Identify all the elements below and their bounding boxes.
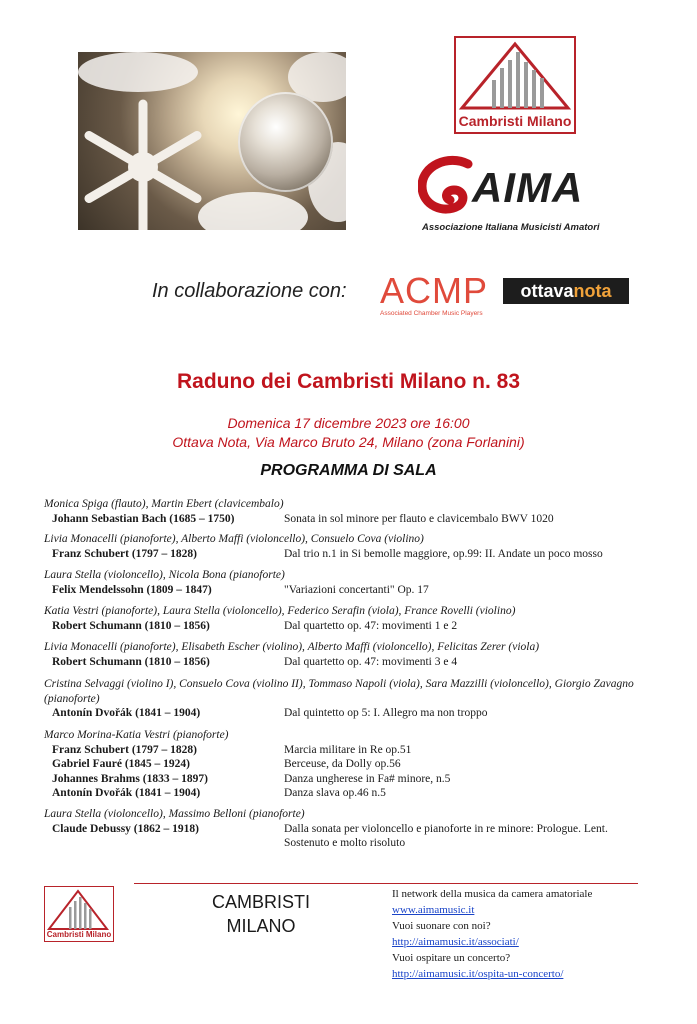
piece: Dal quartetto op. 47: movimenti 3 e 4 bbox=[284, 655, 458, 668]
piece: Dalla sonata per violoncello e pianoforte in re minore: Prologue. Lent. Sostenuto e molto risoluto bbox=[284, 822, 608, 849]
programme-item bbox=[44, 532, 684, 561]
play-question: Vuoi suonare con noi? bbox=[392, 920, 491, 932]
programme-item bbox=[44, 640, 684, 669]
ottava-nota-logo bbox=[503, 278, 629, 304]
logo-caption: Cambristi Milano bbox=[458, 113, 572, 129]
event-date: Domenica 17 dicembre 2023 ore 16:00 bbox=[227, 415, 470, 431]
work-row bbox=[44, 547, 684, 562]
cathedral-triangle-icon bbox=[45, 887, 111, 931]
work-row bbox=[44, 822, 684, 851]
work-row bbox=[44, 619, 684, 634]
piece: Berceuse, da Dolly op.56 bbox=[284, 758, 401, 770]
programme-item bbox=[44, 807, 684, 851]
work-row bbox=[44, 757, 684, 772]
programme-item bbox=[44, 728, 684, 801]
performers: Katia Vestri (pianoforte), Laura Stella (violoncello), Federico Serafin (viola), France Rovelli (violino) bbox=[44, 605, 516, 617]
cambristi-milano-logo bbox=[454, 36, 576, 134]
aima-logo bbox=[418, 152, 618, 238]
programme-item bbox=[44, 568, 684, 597]
piece: Danza ungherese in Fa# minore, n.5 bbox=[284, 772, 451, 785]
footer-name-line1: CAMBRISTI bbox=[211, 892, 310, 912]
performers: Monica Spiga (flauto), Martin Ebert (clavicembalo) bbox=[44, 498, 284, 510]
footer-cambristi-logo bbox=[44, 886, 114, 942]
christmas-photo bbox=[78, 52, 346, 230]
programme-item bbox=[44, 604, 684, 633]
ottava-word: ottava bbox=[520, 281, 574, 301]
performers: Marco Morina-Katia Vestri (pianoforte) bbox=[44, 729, 229, 741]
piece: Marcia militare in Re op.51 bbox=[284, 743, 412, 756]
event-date-venue bbox=[0, 414, 697, 452]
work-row bbox=[44, 583, 684, 598]
aima-wordmark: AIMA bbox=[472, 164, 584, 211]
composer: Claude Debussy (1862 – 1918) bbox=[52, 822, 199, 835]
event-venue: Ottava Nota, Via Marco Bruto 24, Milano (zona Forlanini) bbox=[172, 434, 525, 450]
aima-subtitle: Associazione Italiana Musicisti Amatori bbox=[422, 222, 600, 233]
composer: Antonín Dvořák (1841 – 1904) bbox=[52, 787, 201, 799]
programme-heading: PROGRAMMA DI SALA bbox=[260, 462, 437, 479]
acmp-subtitle: Associated Chamber Music Players bbox=[380, 310, 483, 317]
logo-caption: Cambristi Milano bbox=[46, 930, 112, 939]
work-row bbox=[44, 743, 684, 758]
piece: Danza slava op.46 n.5 bbox=[284, 787, 386, 799]
host-concert-link[interactable]: http://aimamusic.it/ospita-un-concerto/ bbox=[392, 968, 564, 980]
piece: "Variazioni concertanti" Op. 17 bbox=[284, 583, 429, 596]
work-row bbox=[44, 786, 684, 801]
footer-name-line2: MILANO bbox=[226, 916, 296, 936]
performers: Laura Stella (violoncello), Nicola Bona (pianoforte) bbox=[44, 569, 285, 581]
snowflake-icon bbox=[78, 92, 218, 230]
composer: Robert Schumann (1810 – 1856) bbox=[52, 655, 210, 668]
piece: Dal quintetto op 5: I. Allegro ma non troppo bbox=[284, 707, 488, 719]
footer-info bbox=[392, 886, 592, 982]
programme-item bbox=[44, 677, 684, 721]
performers: Livia Monacelli (pianoforte), Alberto Maffi (violoncello), Consuelo Cova (violino) bbox=[44, 533, 424, 545]
associati-link[interactable]: http://aimamusic.it/associati/ bbox=[392, 936, 519, 948]
treble-clef-icon bbox=[418, 152, 478, 218]
nota-word: nota bbox=[573, 281, 612, 301]
work-row bbox=[44, 706, 684, 721]
work-row bbox=[44, 512, 684, 527]
event-title: Raduno dei Cambristi Milano n. 83 bbox=[176, 370, 521, 393]
composer: Franz Schubert (1797 – 1828) bbox=[52, 743, 198, 756]
acmp-logo: ACMP bbox=[380, 270, 489, 311]
host-question: Vuoi ospitare un concerto? bbox=[392, 952, 511, 964]
composer: Gabriel Fauré (1845 – 1924) bbox=[52, 758, 190, 770]
work-row bbox=[44, 772, 684, 787]
composer: Antonín Dvořák (1841 – 1904) bbox=[52, 707, 201, 719]
footer-name bbox=[196, 890, 326, 938]
performers: Livia Monacelli (pianoforte), Elisabeth Escher (violino), Alberto Maffi (violoncello), Felicitas Zerer (viola) bbox=[44, 641, 540, 653]
site-link[interactable]: www.aimamusic.it bbox=[392, 904, 475, 916]
piece: Dal trio n.1 in Si bemolle maggiore, op.99: II. Andate un poco mosso bbox=[284, 547, 603, 560]
programme-item bbox=[44, 497, 684, 526]
composer: Johann Sebastian Bach (1685 – 1750) bbox=[52, 512, 235, 525]
work-row bbox=[44, 655, 684, 670]
cathedral-triangle-icon bbox=[456, 38, 574, 112]
composer: Franz Schubert (1797 – 1828) bbox=[52, 547, 198, 560]
piece: Sonata in sol minore per flauto e clavicembalo BWV 1020 bbox=[284, 512, 554, 525]
piece: Dal quartetto op. 47: movimenti 1 e 2 bbox=[284, 619, 458, 632]
composer: Robert Schumann (1810 – 1856) bbox=[52, 619, 210, 632]
footer-divider bbox=[134, 883, 638, 884]
performers: Laura Stella (violoncello), Massimo Belloni (pianoforte) bbox=[44, 808, 305, 820]
collaboration-label: In collaborazione con: bbox=[152, 280, 347, 302]
network-tagline: Il network della musica da camera amatoriale bbox=[392, 888, 593, 900]
performers: Cristina Selvaggi (violino I), Consuelo Cova (violino II), Tommaso Napoli (viola), Sara Mazzilli (violoncello), Giorgio Zavagno (pianoforte) bbox=[44, 678, 634, 705]
composer: Felix Mendelssohn (1809 – 1847) bbox=[52, 583, 212, 596]
composer: Johannes Brahms (1833 – 1897) bbox=[52, 772, 208, 785]
